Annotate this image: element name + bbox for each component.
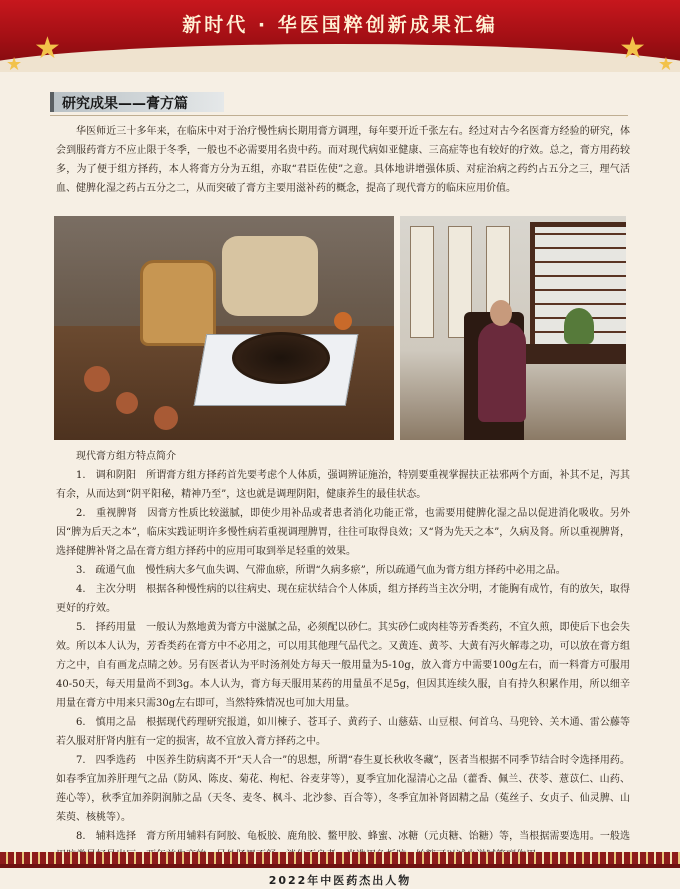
star-icon: ★ — [6, 54, 23, 72]
intro-paragraph: 华医师近三十多年来，在临床中对于治疗慢性病长期用膏方调理，每年要开近千张左右。经过对古今名医膏方经验的研究，体会到服药膏方不应止限于冬季，一般也不必需要用名贵中药。而对现代病如亚健康、三高症等也有较好的疗效。总之，膏方用药较多，为了便于组方择药，本人将膏方分为五组，亦取“君臣佐使”之意。具体地讲增强体质、对症治病之药约占五分之三，理气活血、健脾化湿之药占五分之二，从而突破了膏方主要用滋补药的概念，提高了现代膏方的临床应用价值。 — [56, 126, 630, 194]
photo-mortar — [140, 260, 216, 346]
intro-text — [56, 122, 630, 198]
list-item: 6. 慎用之品 根据现代药理研究报道，如川楝子、苍耳子、黄药子、山慈菇、山豆根、何首乌、马兜铃、关木通、雷公藤等若久服对肝肾内脏有一定的损害，故不宜放入膏方择药之中。 — [56, 717, 630, 747]
header-banner — [0, 0, 680, 72]
section-divider — [50, 115, 628, 116]
photo-calligraphy-scroll — [410, 226, 434, 338]
section-heading — [50, 92, 224, 112]
banner-wave — [0, 44, 680, 72]
photo-herb-slice — [154, 406, 178, 430]
footer-pattern — [0, 852, 680, 864]
list-item: 7. 四季选药 中医养生防病离不开“天人合一”的思想，所谓“春生夏长秋收冬藏”，医者当根据不同季节结合时令选择用药。如春季宜加养肝理气之品（防风、陈皮、菊花、枸杞、谷麦芽等），夏季宜加化湿清心之品（藿香、佩兰、茯苓、薏苡仁、山药、莲心等），秋季宜加养阴润肺之品（天冬、麦冬、枫斗、北沙参、百合等），冬季宜加补肾固精之品（菟丝子、女贞子、仙灵脾、山茱萸、核桃等）。 — [56, 755, 630, 823]
photo-medicine-bowl — [232, 332, 330, 384]
photo-herb-slice — [84, 366, 110, 392]
section-title: 研究成果——膏方篇 — [62, 96, 188, 112]
footer-title: 2022年中医药杰出人物 — [268, 874, 412, 887]
list-item: 1. 调和阴阳 所谓膏方组方择药首先要考虑个人体质，强调辨证施治，特别要重视掌握扶正祛邪两个方面，补其不足，泻其有余，从而达到“阴平阳秘，精神乃至”，这也就是调理阴阳，健康养生的最佳状态。 — [56, 470, 630, 500]
herbal-medicine-photo — [54, 216, 394, 440]
photo-herb-slice — [334, 312, 352, 330]
photo-desk — [520, 344, 626, 364]
doctor-portrait-photo — [400, 216, 626, 440]
photo-doctor — [478, 322, 526, 422]
features-list — [56, 447, 630, 865]
list-item: 3. 疏通气血 慢性病大多气血失调、气滞血瘀，所谓“久病多瘀”，所以疏通气血为膏方组方择药中必用之品。 — [76, 565, 566, 576]
photo-doctor-head — [490, 300, 512, 326]
star-icon: ★ — [619, 31, 646, 66]
page-title: 新时代 · 华医国粹创新成果汇编 — [182, 14, 498, 36]
list-item: 5. 择药用量 一般认为熬地黄为膏方中滋腻之品，必须配以砂仁。其实砂仁或肉桂等芳香类药，不宜久煎，即使后下也会失效。所以本人认为，芳香类药在膏方中不必用之，可以用其他理气品代之。又黄连、黄芩、大黄有泻火解毒之功，可以放在膏方组方之中，自有画龙点睛之妙。另有医者认为平时汤剂处方每天一般用量为5-10g，放入膏方中需要100g左右，而一料膏方可服用40-50天，每天用量尚不到3g。本人认为，膏方每天服用某药的用量虽不足5g，但因其连续久服，自有持久积累作用，所以细辛用量在膏方中用来只需30g左右即可，当然特殊情况也可加大用量。 — [56, 622, 630, 709]
list-item: 2. 重视脾肾 因膏方性质比较滋腻，即使少用补品或者患者消化功能正常，也需要用健脾化湿之品以促进消化吸收。另外因“脾为后天之本”，临床实践证明许多慢性病若重视调理脾胃，往往可取得良效；又“肾为先天之本”，久病及肾。所以重视脾肾，选择健脾补肾之品在膏方组方择药中的应用可取到举足轻重的效果。 — [56, 508, 630, 557]
photo-herb-slice — [116, 392, 138, 414]
list-heading: 现代膏方组方特点简介 — [76, 451, 176, 462]
list-item: 4. 主次分明 根据各种慢性病的以往病史、现在症状结合个人体质，组方择药当主次分明，才能胸有成竹，有的放矢，取得更好的疗效。 — [56, 584, 630, 614]
photo-plant — [564, 308, 594, 344]
star-icon: ★ — [34, 31, 61, 66]
photo-herb-bag — [222, 236, 318, 316]
list-item: 8. 辅料选择 膏方所用辅料有阿胶、龟板胶、鹿角胶、鳖甲胶、蜂蜜、冰糖（元贞糖、饴糖）等，当根据需要选用。一般选 — [76, 831, 630, 842]
star-icon: ★ — [657, 54, 674, 72]
footer-rule — [0, 864, 680, 868]
